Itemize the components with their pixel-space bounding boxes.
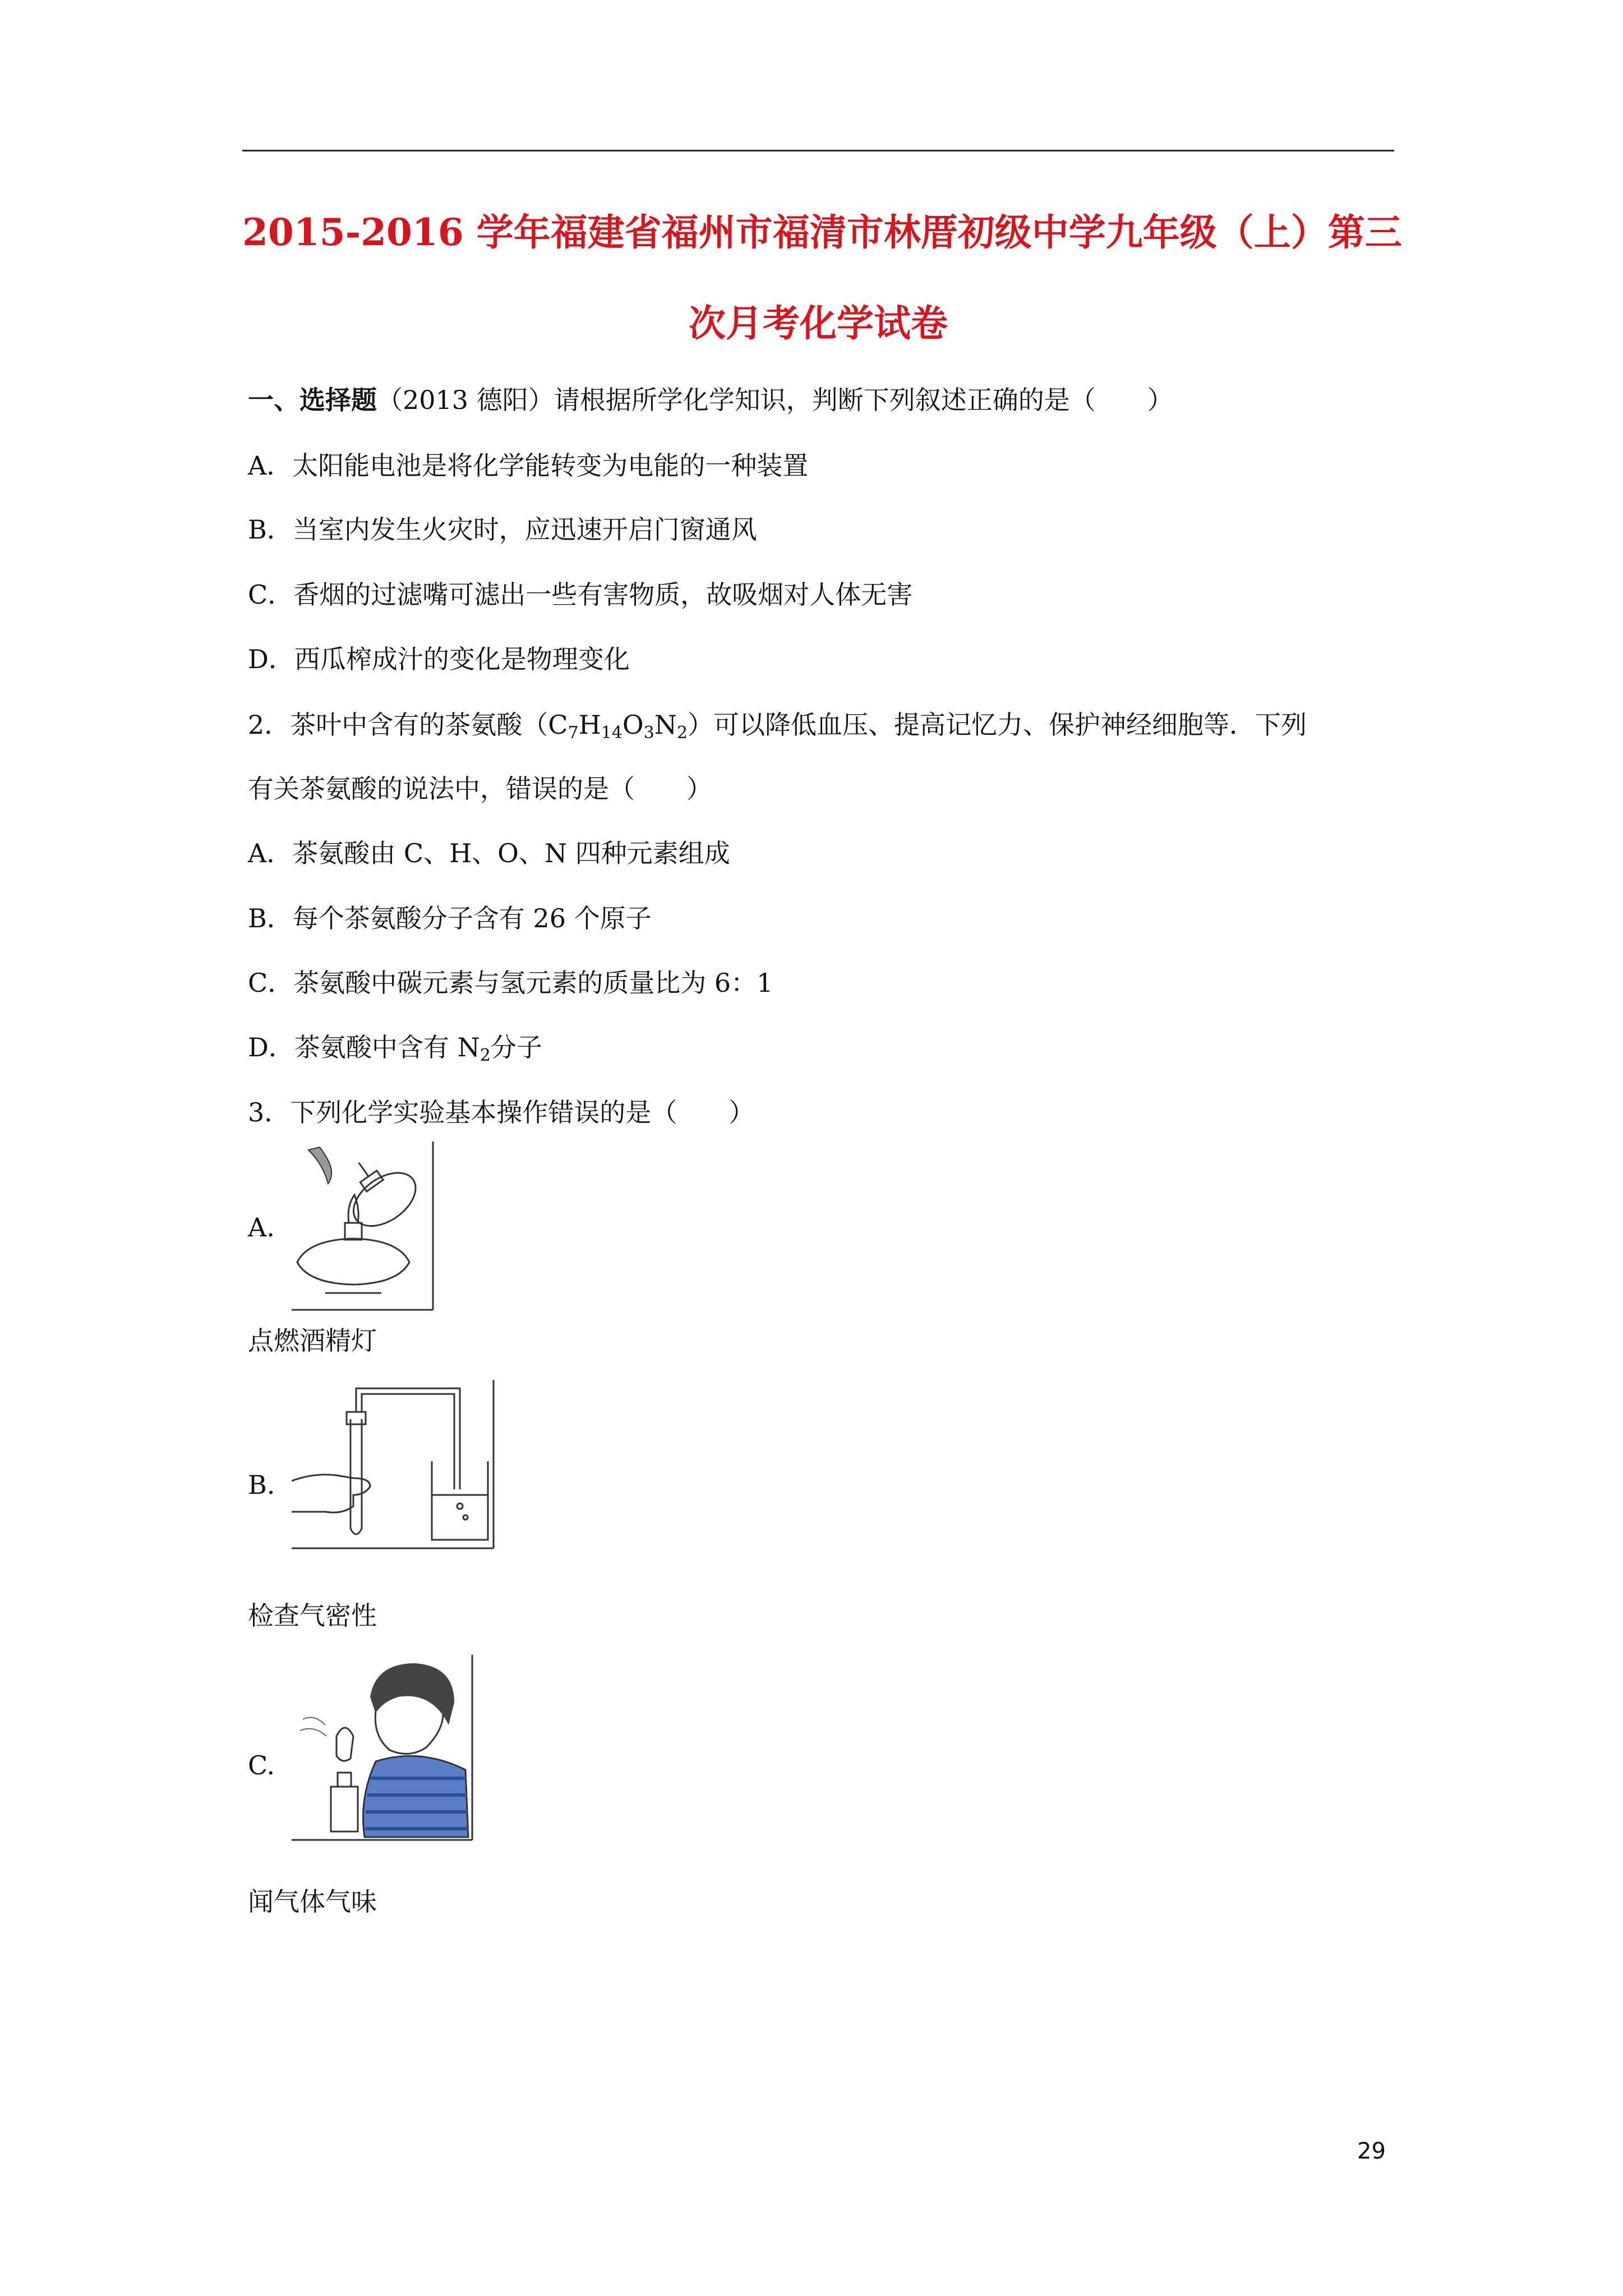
page-title-line-1: 2015-2016 学年福建省福州市福清市林厝初级中学九年级（上）第三 — [242, 210, 1402, 254]
q2-option-a: A．茶氨酸由 C、H、O、N 四种元素组成 — [248, 838, 730, 868]
q2-option-b: B．每个茶氨酸分子含有 26 个原子 — [248, 903, 652, 933]
q1-option-c: C．香烟的过滤嘴可滤出一些有害物质，故吸烟对人体无害 — [248, 579, 913, 610]
question-2-stem: 2．茶叶中含有的茶氨酸$(C_7H_{14}O_3N_2)$可以降低血压、提高记忆力、保护神经细胞等．下列 — [248, 710, 1307, 743]
q2-option-c: C．茶氨酸中碳元素与氢元素的质量比为 6：1 — [248, 968, 773, 998]
q3-option-c-caption: 闻气体气味 — [248, 1887, 377, 1917]
q3-option-b-caption: 检查气密性 — [248, 1600, 377, 1631]
q3-option-b-letter: B. — [248, 1470, 275, 1500]
page-title-line-2: 次月考化学试卷 — [689, 301, 948, 345]
q1-option-b: B．当室内发生火灾时，应迅速开启门窗通风 — [248, 514, 757, 545]
page-number: 29 — [1357, 2138, 1386, 2164]
smell-gas-illustration — [292, 1652, 477, 1843]
question-2-stem-line-2: 有关茶氨酸的说法中，错误的是（ ） — [248, 774, 712, 804]
question-1-text: （2013 德阳）请根据所学化学知识，判断下列叙述正确的是（ ） — [377, 385, 1173, 415]
q1-option-a: A．太阳能电池是将化学能转变为电能的一种装置 — [248, 450, 809, 481]
question-3-stem: 3．下列化学实验基本操作错误的是（ ） — [248, 1097, 755, 1128]
airtightness-check-illustration — [292, 1377, 499, 1551]
question-1-stem — [248, 383, 1173, 417]
q3-option-a-letter: A. — [248, 1212, 275, 1243]
q2-option-d: D．茶氨酸中含有 $N_2$分子 — [248, 1032, 542, 1065]
q3-option-c-letter: C. — [248, 1750, 275, 1780]
header-rule — [242, 150, 1394, 151]
q1-option-d: D．西瓜榨成汁的变化是物理变化 — [248, 644, 630, 674]
q3-option-a-caption: 点燃酒精灯 — [248, 1326, 377, 1356]
alcohol-lamp-illustration — [286, 1139, 437, 1313]
section-heading: 一、选择题 — [248, 385, 377, 415]
